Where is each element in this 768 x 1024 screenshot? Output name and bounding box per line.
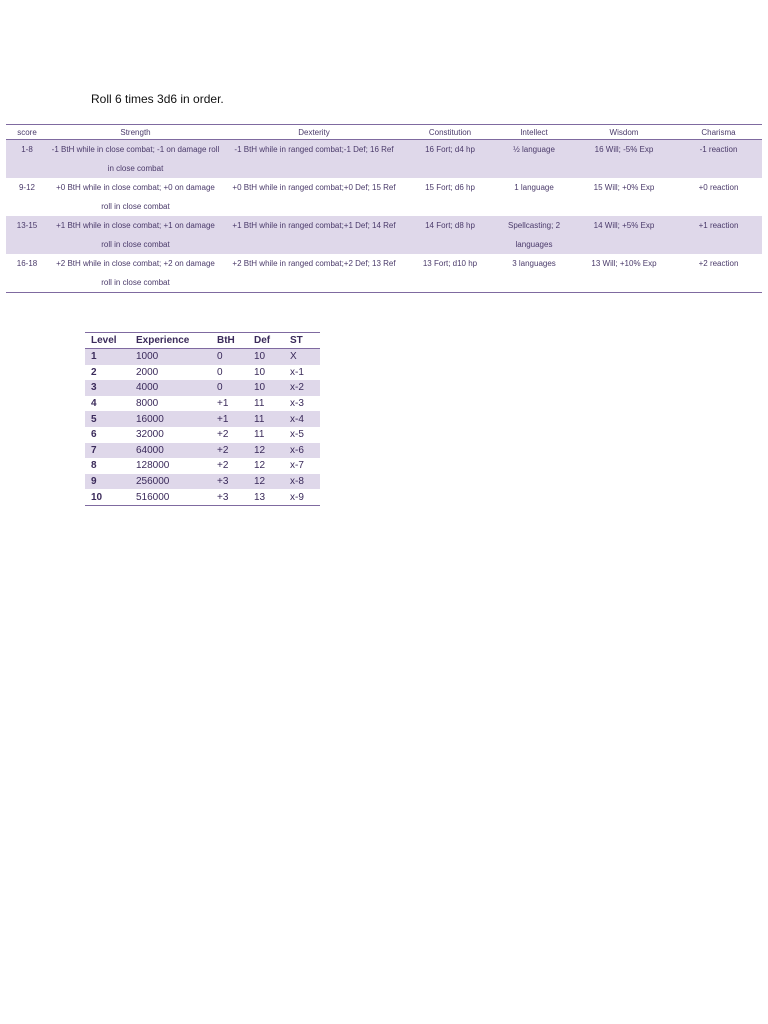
- table-row: [85, 396, 320, 412]
- intellect-header: Intellect: [495, 125, 573, 140]
- st-cell: x-9: [284, 489, 320, 505]
- experience-cell: 516000: [130, 489, 211, 505]
- experience-cell: 256000: [130, 474, 211, 490]
- def-cell: 11: [254, 429, 265, 441]
- st-cell: x-8: [284, 474, 320, 490]
- table-row: [85, 349, 320, 365]
- table-row: [85, 458, 320, 474]
- st-header: ST: [284, 333, 320, 349]
- constitution-cell: 14 Fort; d8 hp: [405, 216, 495, 254]
- score-header: score: [6, 125, 48, 140]
- bth-header: BtH: [211, 333, 248, 349]
- constitution-cell: 13 Fort; d10 hp: [405, 254, 495, 293]
- charisma-cell: +2 reaction: [675, 254, 762, 293]
- def-cell: 12: [248, 443, 284, 459]
- table-row: [85, 380, 320, 396]
- charisma-header: Charisma: [675, 125, 762, 140]
- experience-cell: 128000: [136, 460, 170, 472]
- wisdom-header: Wisdom: [573, 125, 675, 140]
- experience-cell: 2000: [136, 366, 159, 378]
- dexterity-cell: +1 BtH while in ranged combat;+1 Def; 14 Ref: [223, 216, 405, 254]
- bth-cell: 0: [211, 349, 248, 365]
- table-row: [6, 216, 762, 254]
- wisdom-cell: 13 Will; +10% Exp: [573, 254, 675, 293]
- def-cell: 10: [248, 349, 284, 365]
- table-row: [6, 254, 762, 293]
- def-cell: 11: [248, 411, 284, 427]
- def-cell: 13: [248, 489, 284, 505]
- bth-cell: +1: [217, 398, 229, 410]
- table-row: [85, 489, 320, 505]
- bth-cell: +2: [211, 443, 248, 459]
- level-progression-table: [85, 332, 320, 506]
- level-cell: 6: [91, 429, 97, 441]
- table-row: [85, 365, 320, 381]
- bth-cell: +2: [217, 460, 229, 472]
- attribute-score-table: [6, 124, 762, 293]
- constitution-header: Constitution: [405, 125, 495, 140]
- strength-cell: +0 BtH while in close combat; +0 on damage roll in close combat: [56, 183, 215, 211]
- score-cell: 9-12: [18, 183, 35, 192]
- st-cell: x-6: [284, 443, 320, 459]
- def-header: Def: [248, 333, 284, 349]
- st-cell: x-5: [290, 429, 304, 441]
- def-cell: 12: [254, 460, 266, 472]
- strength-cell: +2 BtH while in close combat; +2 on damage roll in close combat: [48, 254, 223, 293]
- level-cell: 4: [91, 398, 97, 410]
- intellect-cell: Spellcasting; 2 languages: [495, 216, 573, 254]
- charisma-cell: -1 reaction: [675, 140, 762, 179]
- level-cell: 7: [85, 443, 130, 459]
- intellect-cell: ½ language: [495, 140, 573, 179]
- st-cell: x-4: [284, 411, 320, 427]
- experience-cell: 1000: [130, 349, 211, 365]
- page-heading: Roll 6 times 3d6 in order.: [91, 92, 224, 106]
- bth-cell: 0: [211, 380, 248, 396]
- def-cell: 10: [254, 366, 266, 378]
- wisdom-cell: 16 Will; -5% Exp: [573, 140, 675, 179]
- st-cell: X: [284, 349, 320, 365]
- wisdom-cell: 14 Will; +5% Exp: [573, 216, 675, 254]
- dexterity-cell: +2 BtH while in ranged combat;+2 Def; 13 Ref: [223, 254, 405, 293]
- st-cell: x-1: [290, 366, 304, 378]
- bth-cell: +1: [211, 411, 248, 427]
- score-cell: 13-15: [6, 216, 48, 254]
- wisdom-cell: 15 Will; +0% Exp: [593, 183, 655, 192]
- def-cell: 11: [254, 398, 265, 410]
- charisma-cell: +1 reaction: [675, 216, 762, 254]
- level-cell: 1: [85, 349, 130, 365]
- experience-cell: 32000: [136, 429, 164, 441]
- def-cell: 10: [248, 380, 284, 396]
- table-row: [85, 443, 320, 459]
- level-cell: 9: [85, 474, 130, 490]
- experience-cell: 64000: [130, 443, 211, 459]
- bth-cell: +3: [211, 474, 248, 490]
- strength-cell: +1 BtH while in close combat; +1 on damage roll in close combat: [48, 216, 223, 254]
- intellect-cell: 3 languages: [495, 254, 573, 293]
- level-cell: 8: [91, 460, 97, 472]
- constitution-cell: 15 Fort; d6 hp: [425, 183, 475, 192]
- score-cell: 1-8: [6, 140, 48, 179]
- table-row: [6, 140, 762, 179]
- charisma-cell: +0 reaction: [698, 183, 739, 192]
- level-cell: 10: [85, 489, 130, 505]
- strength-cell: -1 BtH while in close combat; -1 on damage roll in close combat: [48, 140, 223, 179]
- constitution-cell: 16 Fort; d4 hp: [405, 140, 495, 179]
- bth-cell: +2: [217, 429, 229, 441]
- experience-header: Experience: [130, 333, 211, 349]
- table-row: [85, 427, 320, 443]
- intellect-cell: 1 language: [514, 183, 554, 192]
- bth-cell: 0: [217, 366, 223, 378]
- level-cell: 3: [85, 380, 130, 396]
- score-cell: 16-18: [6, 254, 48, 293]
- table-row: [85, 411, 320, 427]
- st-cell: x-3: [290, 398, 304, 410]
- level-cell: 2: [91, 366, 97, 378]
- st-cell: x-2: [284, 380, 320, 396]
- table-row: [6, 178, 762, 216]
- strength-header: Strength: [48, 125, 223, 140]
- def-cell: 12: [248, 474, 284, 490]
- level-cell: 5: [85, 411, 130, 427]
- st-cell: x-7: [290, 460, 304, 472]
- level-header-row: [85, 333, 320, 349]
- bth-cell: +3: [211, 489, 248, 505]
- attribute-header-row: [6, 125, 762, 140]
- level-header: Level: [85, 333, 130, 349]
- experience-cell: 4000: [130, 380, 211, 396]
- table-row: [85, 474, 320, 490]
- experience-cell: 8000: [136, 398, 159, 410]
- dexterity-header: Dexterity: [223, 125, 405, 140]
- dexterity-cell: +0 BtH while in ranged combat;+0 Def; 15 Ref: [232, 183, 396, 192]
- experience-cell: 16000: [130, 411, 211, 427]
- dexterity-cell: -1 BtH while in ranged combat;-1 Def; 16 Ref: [223, 140, 405, 179]
